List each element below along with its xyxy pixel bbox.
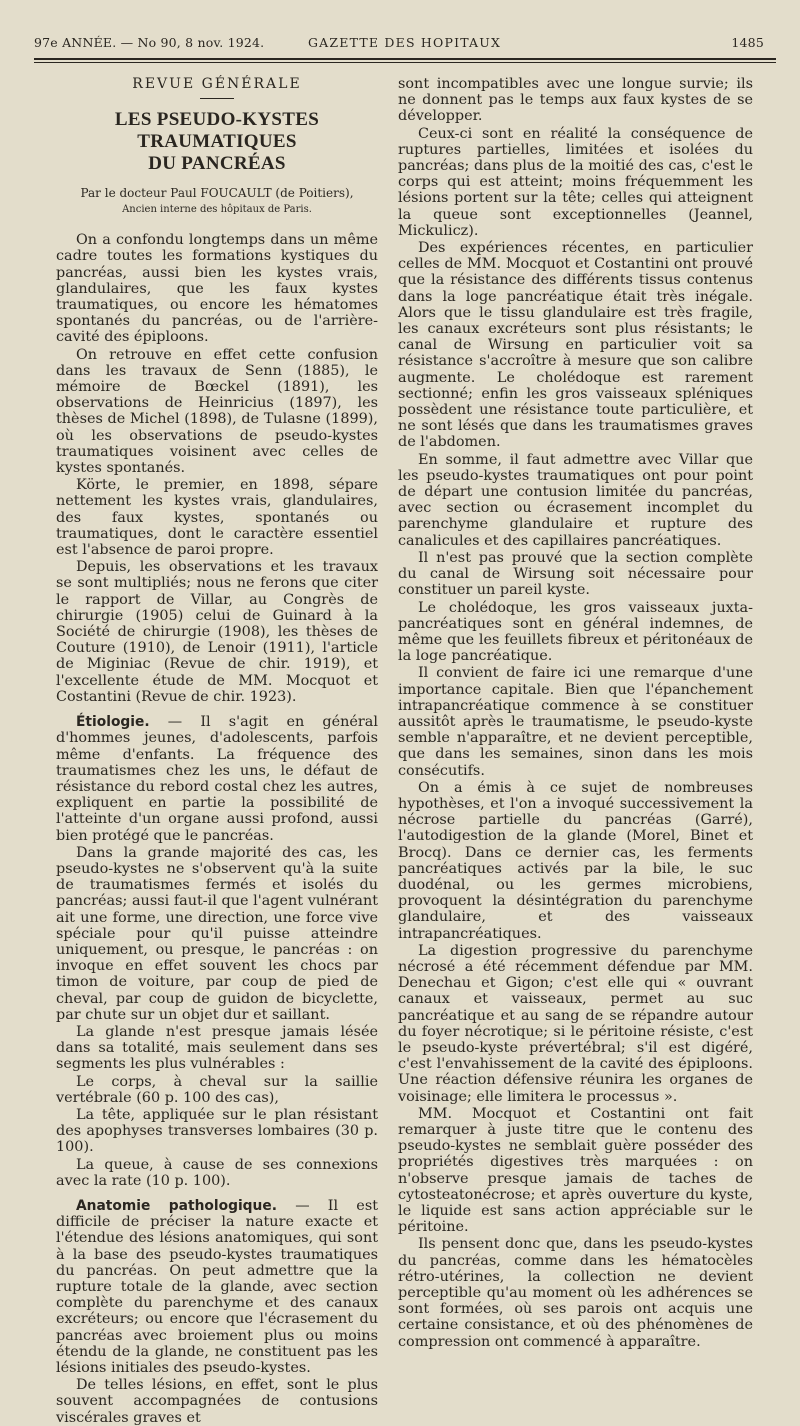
section-text: — Il s'agit en général d'hommes jeunes, d'adolescents, parfois même d'enfants. La fréquence des traumatismes chez les uns, le défaut de résistance du rebord costal chez les autres, expliquent en partie la possibilité de l'atteinte d'un organe aussi profond, aussi bien protégé que le pancréas. (56, 714, 378, 844)
section-heading: Étiologie. (76, 714, 150, 731)
section-heading: Anatomie pathologique. (76, 1197, 277, 1214)
paragraph: En somme, il faut admettre avec Villar que les pseudo-kystes traumatiques ont pour point de départ une contusion limitée du pancréas, avec section ou écrasement incomplet du parenchyme glandulaire et rupture des canalicules et des capillaires pancréatiques. (398, 451, 753, 549)
paragraph: On retrouve en effet cette confusion dans les travaux de Senn (1885), le mémoire de Bœckel (1891), les observations de Heinricius (1897), les thèses de Michel (1898), de Tulasne (1899), où les observations de pseudo-kystes traumatiques voisinent avec celles de kystes spontanés. (56, 346, 378, 477)
section-anatomie (56, 1198, 378, 1376)
section-text: — Il est difficile de préciser la nature exacte et l'étendue des lésions anatomiques, qui sont à la base des pseudo-kystes traumatiques du pancréas. On peut admettre que la rupture totale de la glande, avec section complète du parenchyme et des canaux excréteurs; ou encore que l'écrasement du pancréas avec broiement plus ou moins étendu de la glande, ne constituent pas les lésions initiales des pseudo-kystes. (56, 1197, 378, 1377)
paragraph: La queue, à cause de ses connexions avec la rate (10 p. 100). (56, 1156, 378, 1189)
header-rule-thin (34, 62, 776, 63)
page-header (34, 31, 764, 53)
paragraph: Il n'est pas prouvé que la section complète du canal de Wirsung soit nécessaire pour constituer un pareil kyste. (398, 549, 753, 599)
paragraph: Il convient de faire ici une remarque d'une importance capitale. Bien que l'épanchement intrapancréatique commence à se constituer aussitôt après le traumatisme, le pseudo-kyste semble n'apparaître, et ne devient perceptible, que dans les semaines, sinon dans les mois consécutifs. (398, 665, 753, 779)
header-rule (34, 58, 776, 60)
paragraph: La digestion progressive du parenchyme nécrosé a été récemment défendue par MM. Denechau et Gigon; c'est elle qui « ouvrant canaux et vaisseaux, permet au suc pancréatique et au sang de se répandre autour du foyer nécrotique; si le péritoine résiste, c'est le pseudo-kyste prévertébral; s'il est digéré, c'est l'envahissement de la cavité des épiploons. Une réaction défensive réunira les organes de voisinage; elle limitera le processus ». (398, 942, 753, 1105)
section-gap (56, 706, 378, 714)
paragraph: Des expériences récentes, en particulier celles de MM. Mocquot et Costantini ont prouvé que la résistance des différents tissus contenus dans la loge pancréatique était très inégale. Alors que le tissu glandulaire est très fragile, les canaux excréteurs sont plus résistants; le canal de Wirsung en particulier voit sa résistance s'accroître à mesure que son calibre augmente. Le cholédoque est rarement sectionné; enfin les gros vaisseaux spléniques possèdent une résistance toute particulière, et ne sont lésés que dans les traumatismes graves de l'abdomen. (398, 240, 753, 451)
paragraph: De telles lésions, en effet, sont le plus souvent accompagnées de contusions viscérales graves et (56, 1377, 378, 1426)
paragraph: La glande n'est presque jamais lésée dans sa totalité, mais seulement dans ses segments les plus vulnérables : (56, 1023, 378, 1073)
paragraph: Le corps, à cheval sur la saillie vertébrale (60 p. 100 des cas), (56, 1073, 378, 1106)
section-etiologie (56, 714, 378, 844)
left-column (56, 76, 378, 1426)
article-title (56, 109, 378, 175)
issue-info: 97e ANNÉE. — No 90, 8 nov. 1924. (34, 35, 265, 50)
article-title-line-1: LES PSEUDO-KYSTES TRAUMATIQUES (114, 109, 320, 153)
article-title-line-2: DU PANCRÉAS (148, 153, 286, 175)
paragraph: Dans la grande majorité des cas, les pseudo-kystes ne s'observent qu'à la suite de traumatismes fermés et isolés du pancréas; aussi faut-il que l'agent vulnérant ait une forme, une direction, une force vive spéciale pour qu'il puisse atteindre uniquement, ou presque, le pancréas : on invoque en effet souvent les chocs par timon de voiture, par coup de pied de cheval, par coup de guidon de bicyclette, par chute sur un objet dur et saillant. (56, 844, 378, 1023)
paragraph: MM. Mocquot et Costantini ont fait remarquer à juste titre que le contenu des pseudo-kystes ne semblait guère posséder des propriétés digestives très marquées : on n'observe presque jamais de taches de cytosteatonécrose; et après ouverture du kyste, le liquide est sans action appréciable sur le péritoine. (398, 1105, 753, 1236)
section-rubric: REVUE GÉNÉRALE (132, 76, 302, 92)
paragraph: Le cholédoque, les gros vaisseaux juxta-pancréatiques sont en général indemnes, de même que les feuillets fibreux et péritonéaux de la loge pancréatique. (398, 599, 753, 665)
paragraph: sont incompatibles avec une longue survie; ils ne donnent pas le temps aux faux kystes de se développer. (398, 76, 753, 125)
rubric-divider (200, 98, 234, 99)
paragraph: Ils pensent donc que, dans les pseudo-kystes du pancréas, comme dans les hématocèles rétro-utérines, la collection ne devient perceptible qu'au moment où les adhérences se sont formées, où ses parois ont acquis une certaine consistance, et où des phénomènes de compression ont commencé à apparaître. (398, 1236, 753, 1350)
page-number: 1485 (731, 35, 764, 50)
author-credentials: Ancien interne des hôpitaux de Paris. (122, 204, 312, 216)
right-column (398, 76, 753, 1350)
author-byline: Par le docteur Paul FOUCAULT (de Poitiers), (80, 186, 354, 201)
paragraph: Ceux-ci sont en réalité la conséquence de ruptures partielles, limitées et isolées du pancréas; dans plus de la moitié des cas, c'est le corps qui est atteint; moins fréquemment les lésions portent sur la tête; celles qui atteignent la queue sont exceptionnelles (Jeannel, Mickulicz). (398, 125, 753, 239)
paragraph: Körte, le premier, en 1898, sépare nettement les kystes vrais, glandulaires, des faux kystes, spontanés ou traumatiques, dont le caractère essentiel est l'absence de paroi propre. (56, 477, 378, 559)
paragraph: On a confondu longtemps dans un même cadre toutes les formations kystiques du pancréas, aussi bien les kystes vrais, glandulaires, que les faux kystes traumatiques, ou encore les hématomes spontanés du pancréas, ou de l'arrière-cavité des épiploons. (56, 232, 378, 346)
paragraph: On a émis à ce sujet de nombreuses hypothèses, et l'on a invoqué successivement la nécrose partielle du pancréas (Garré), l'autodigestion de la glande (Morel, Binet et Brocq). Dans ce dernier cas, les ferments pancréatiques activés par la bile, le suc duodénal, ou les germes microbiens, provoquent la désintégration du parenchyme glandulaire, et des vaisseaux intrapancréatiques. (398, 779, 753, 942)
section-gap (56, 1190, 378, 1198)
journal-title: GAZETTE DES HOPITAUX (308, 35, 502, 50)
paragraph: Depuis, les observations et les travaux se sont multipliés; nous ne ferons que citer le rapport de Villar, au Congrès de chirurgie (1905) celui de Guinard à la Société de chirurgie (1908), les thèses de Couture (1910), de Lenoir (1911), l'article de Miginiac (Revue de chir. 1919), et l'excellente étude de MM. Mocquot et Costantini (Revue de chir. 1923). (56, 559, 378, 705)
paragraph: La tête, appliquée sur le plan résistant des apophyses transverses lombaires (30 p. 100). (56, 1106, 378, 1156)
